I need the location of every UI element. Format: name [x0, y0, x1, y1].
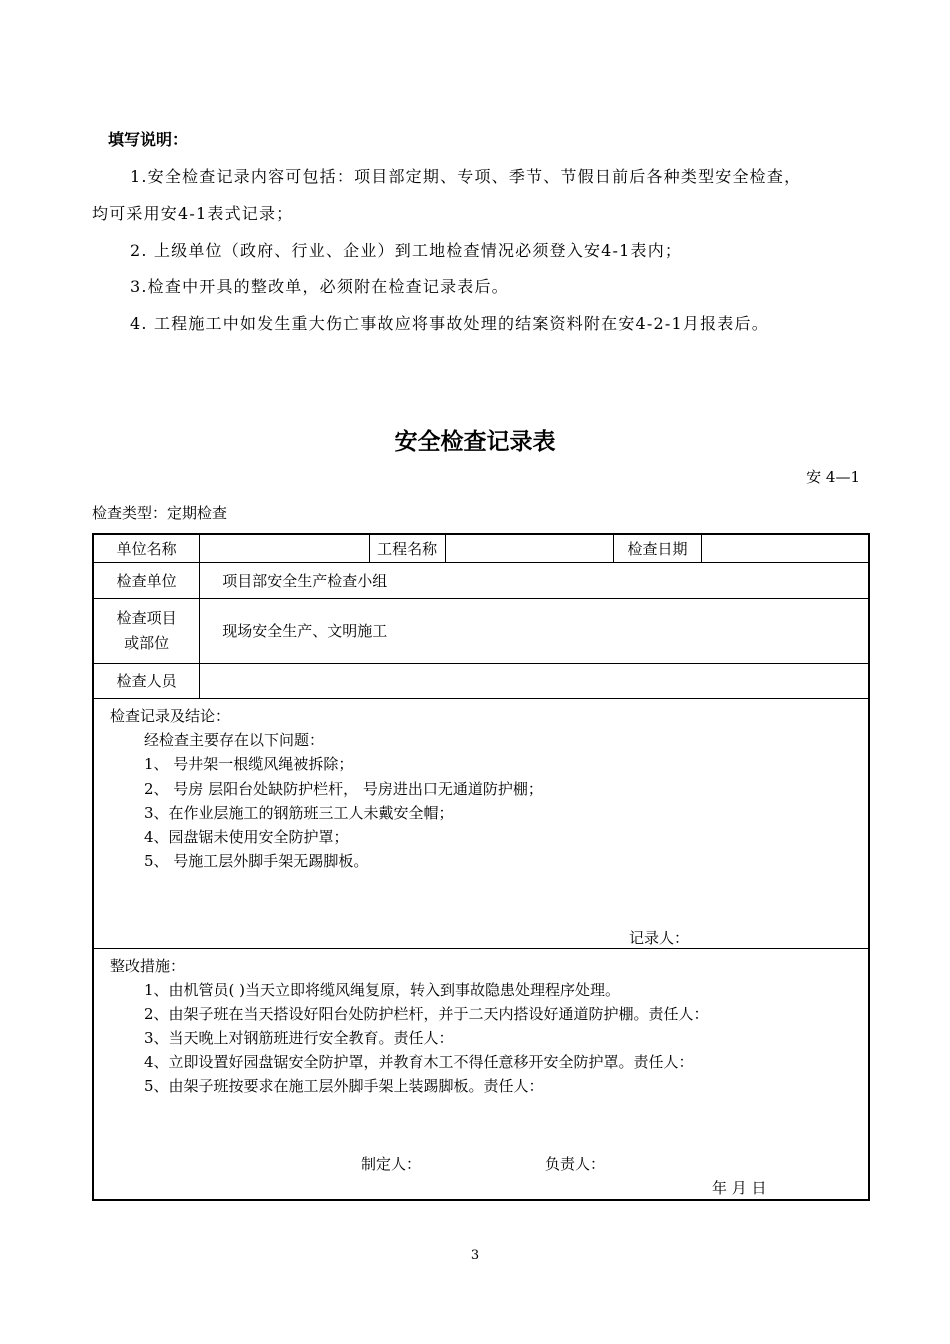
date-label: 年 月 日	[712, 1178, 767, 1197]
record-item-1: 1、 号井架一根缆风绳被拆除；	[144, 754, 354, 773]
check-type: 检查类型：定期检查	[92, 504, 228, 522]
instruction-item-3: 3.检查中开具的整改单，必须附在检查记录表后。	[130, 277, 509, 296]
project-name-label: 工程名称	[369, 534, 445, 562]
form-title: 安全检查记录表	[394, 429, 556, 455]
record-item-2: 2、 号房 层阳台处缺防护栏杆， 号房进出口无通道防护棚；	[144, 779, 543, 798]
check-unit-label: 检查单位	[93, 562, 200, 598]
rectification-section	[93, 948, 869, 1200]
inspection-records-section	[93, 698, 869, 948]
check-unit-value[interactable]: 项目部安全生产检查小组	[200, 562, 869, 598]
record-item-5: 5、 号施工层外脚手架无踢脚板。	[144, 851, 369, 870]
project-name-value[interactable]	[445, 534, 614, 562]
check-item-label-line-2: 或部位	[124, 633, 170, 652]
check-item-value[interactable]: 现场安全生产、文明施工	[200, 598, 869, 663]
rectification-item-5: 5、由架子班按要求在施工层外脚手架上装踢脚板。责任人：	[144, 1076, 544, 1095]
instructions-heading: 填写说明：	[108, 130, 189, 149]
page-number: 3	[470, 1248, 480, 1263]
inspectors-value[interactable]	[200, 663, 869, 698]
instruction-item-2: 2. 上级单位（政府、行业、企业）到工地检查情况必须登入安4-1表内；	[130, 241, 683, 260]
inspection-record-table	[92, 533, 870, 1201]
rectification-item-2: 2、由架子班在当天搭设好阳台处防护栏杆，并于二天内搭设好通道防护棚。责任人：	[144, 1004, 709, 1023]
record-item-3: 3、在作业层施工的钢筋班三工人未戴安全帽；	[144, 803, 454, 822]
unit-name-value[interactable]	[200, 534, 370, 562]
instruction-item-1-continued: 均可采用安4-1表式记录；	[92, 204, 294, 223]
check-item-label	[93, 598, 200, 663]
unit-name-label: 单位名称	[93, 534, 200, 562]
responsible-label: 负责人：	[545, 1154, 606, 1173]
records-heading: 检查记录及结论：	[110, 706, 231, 725]
instruction-item-1: 1.安全检查记录内容可包括：项目部定期、专项、季节、节假日前后各种类型安全检查，	[130, 167, 802, 186]
inspectors-label: 检查人员	[93, 663, 200, 698]
recorder-label: 记录人：	[629, 928, 690, 947]
rectification-item-4: 4、立即设置好园盘锯安全防护罩，并教育木工不得任意移开安全防护罩。责任人：	[144, 1052, 694, 1071]
check-date-value[interactable]	[701, 534, 869, 562]
rectification-heading: 整改措施：	[110, 956, 186, 975]
check-date-label: 检查日期	[614, 534, 702, 562]
instruction-item-4: 4. 工程施工中如发生重大伤亡事故应将事故处理的结案资料附在安4-2-1月报表后。	[130, 314, 769, 333]
rectification-item-3: 3、当天晚上对钢筋班进行安全教育。责任人：	[144, 1028, 454, 1047]
maker-label: 制定人：	[361, 1154, 422, 1173]
form-code: 安 4—1	[806, 468, 860, 486]
record-item-4: 4、园盘锯未使用安全防护罩；	[144, 827, 349, 846]
records-intro: 经检查主要存在以下问题：	[144, 730, 325, 749]
rectification-item-1: 1、由机管员( )当天立即将缆风绳复原，转入到事故隐患处理程序处理。	[144, 980, 621, 999]
check-item-label-line-1: 检查项目	[116, 608, 177, 627]
